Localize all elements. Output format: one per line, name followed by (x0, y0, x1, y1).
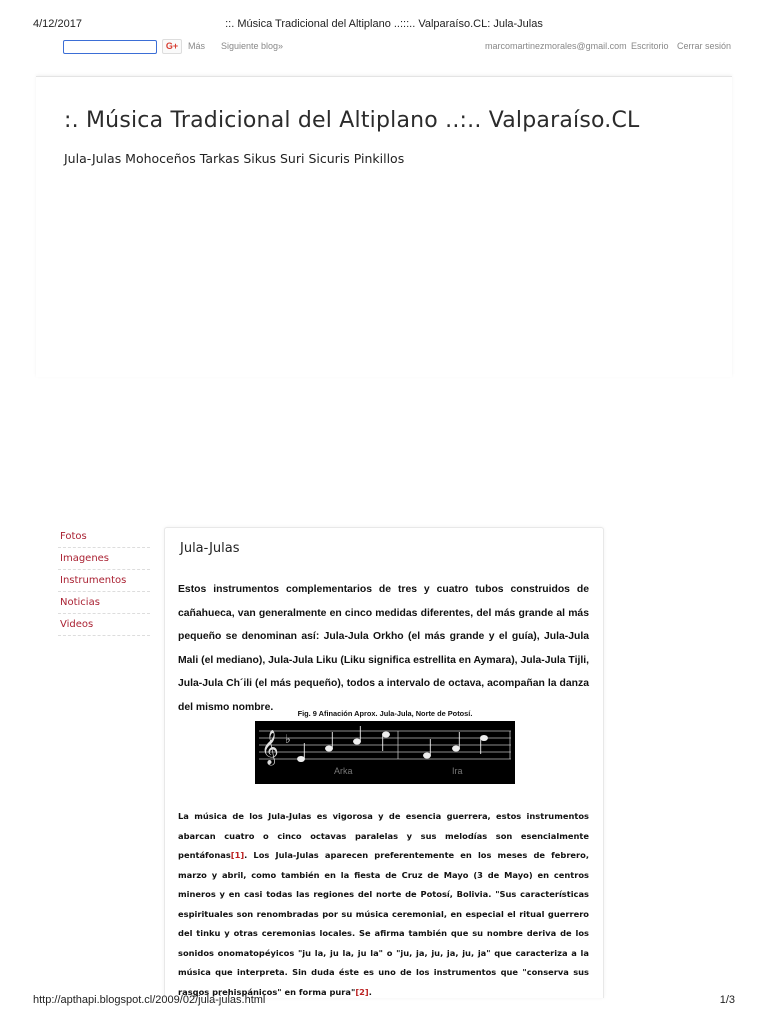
sidebar-item-imagenes[interactable]: Imagenes (58, 552, 150, 570)
paragraph-text: La música de los Jula-Julas es vigorosa y de esencia guerrera, estos instrumentos abarcan cuatro o cinco octavas paralelas y sus melodías son esencialmente pentáfonas (178, 811, 589, 860)
paragraph-text: . (368, 986, 372, 997)
svg-text:𝄞: 𝄞 (261, 730, 279, 765)
music-staff-figure (255, 721, 515, 784)
sidebar-item-fotos[interactable]: Fotos (58, 530, 150, 548)
post-paragraph: Estos instrumentos complementarios de tres y cuatro tubos construidos de cañahueca, van generalmente en cinco medidas diferentes, del más grande al más pequeño se denominan así: Jula-Jula Orkho (el más grande y el guía), Jula-Jula Mali (el mediano), Jula-Jula Liku (Liku significa estrellita en Aymara), Jula-Jula Tijli, Jula-Jula Ch´ili (el más pequeño), todos a intervalo de octava, acompañan la danza del mismo nombre. (178, 584, 589, 713)
figure-label-ira: Ira (452, 766, 463, 776)
paragraph-text: . Los Jula-Julas aparecen preferentemente en los meses de febrero, marzo y abril, como también en la fiesta de Cruz de Mayo (3 de Mayo) en centros mineros y en casi todas las regiones del norte de Potosí, Bolivia. "Sus características espirituales son renombradas por su música ceremonial, en especial el ritual guerrero del tinku y otras ceremonias locales. Se afirma también que su nombre deriva de los sonidos onomatopéyicos "ju la, ju la, ju la" o "ju, ja, ju, ja, ju, ja" que caracteriza a la música que interpreta. Sin duda éste es uno de los instrumentos que "conserva sus rasgos prehispánicos" en forma pura" (178, 850, 589, 997)
footnote-link-2[interactable]: [2] (355, 986, 369, 997)
svg-text:♭: ♭ (285, 732, 291, 746)
sidebar-nav (58, 530, 150, 640)
blog-description: Jula-Julas Mohoceños Tarkas Sikus Suri Sicuris Pinkillos (64, 151, 405, 166)
post-paragraph-2 (178, 807, 589, 1002)
blog-title[interactable]: :. Música Tradicional del Altiplano ..:.. Valparaíso.CL (64, 108, 640, 133)
figure-caption: Fig. 9 Afinación Aprox. Jula-Jula, Norte de Potosí. (297, 709, 473, 718)
print-page-number: 1/3 (719, 994, 735, 1006)
music-staff-image (255, 721, 515, 784)
user-email[interactable]: marcomartinezmorales@gmail.com (485, 41, 627, 51)
print-url: http://apthapi.blogspot.cl/2009/02/jula-julas.html (33, 994, 266, 1006)
figure-label-arka: Arka (334, 766, 353, 776)
dashboard-link[interactable]: Escritorio (631, 41, 669, 51)
sidebar-item-instrumentos[interactable]: Instrumentos (58, 574, 150, 592)
google-plus-button[interactable]: G+ (162, 39, 182, 54)
post-title: Jula-Julas (180, 541, 240, 556)
search-input[interactable] (63, 40, 157, 54)
footnote-link-1[interactable]: [1] (230, 850, 245, 860)
more-link[interactable]: Más (188, 41, 206, 51)
print-title: ::. Música Tradicional del Altiplano ..:::.. Valparaíso.CL: Jula-Julas (225, 18, 543, 30)
print-date: 4/12/2017 (33, 18, 82, 30)
sidebar-item-videos[interactable]: Videos (58, 618, 150, 636)
sidebar-item-noticias[interactable]: Noticias (58, 596, 150, 614)
next-blog-link[interactable]: Siguiente blog» (221, 41, 284, 51)
sign-out-link[interactable]: Cerrar sesión (677, 41, 732, 51)
